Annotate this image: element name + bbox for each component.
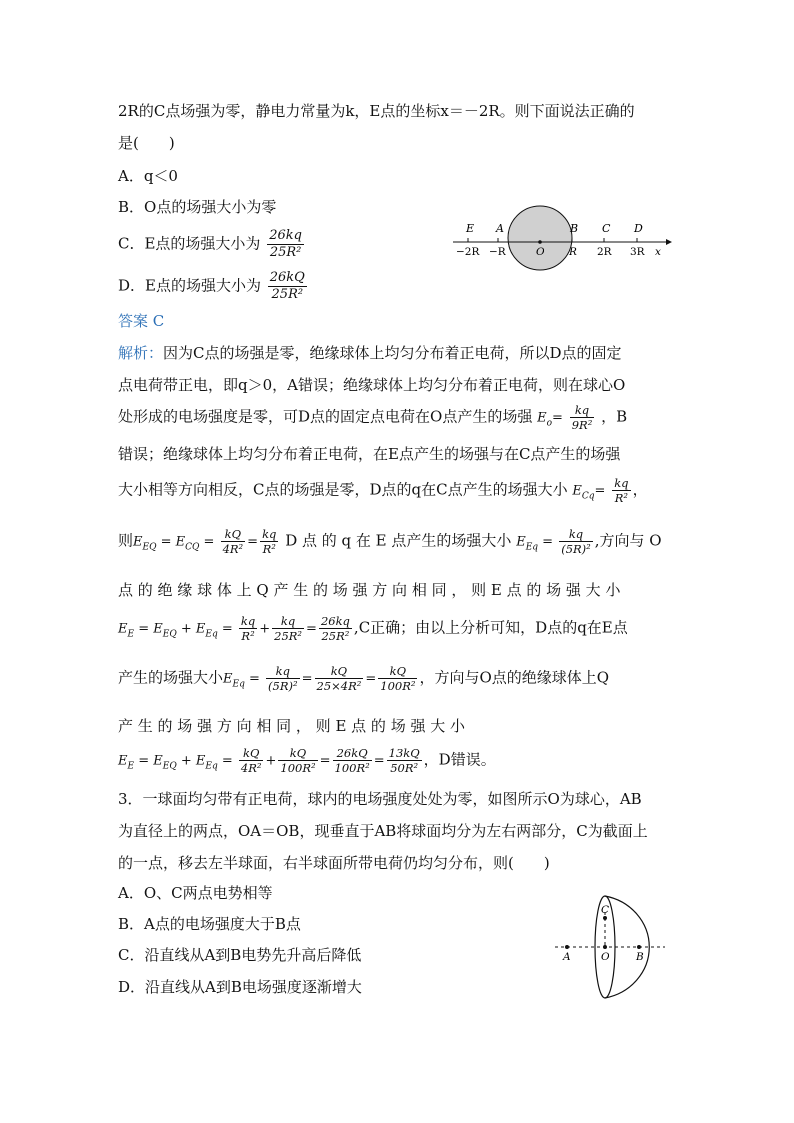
analysis-6-e3sub: Eq <box>525 542 539 553</box>
analysis-6-f1num: kQ <box>221 527 246 542</box>
analysis-11-esub: E <box>127 761 135 772</box>
q2-analysis-line7: 点 的 绝 缘 球 体 上 Q 产 生 的 场 强 方 向 相 同 ， 则 E 点 的 场 强 大 小 <box>118 581 621 599</box>
analysis-5-sub: Cq <box>581 491 595 502</box>
q2-analysis-line5: 大小相等方向相反，C点的场强是零，D点的q在C点产生的场强大小 $E_{Cq}=$ $\frac{kq}{\text{R²}}$ ， <box>118 476 648 505</box>
analysis-6-e1: E <box>133 534 143 550</box>
fig1-label-e: E <box>466 222 475 235</box>
analysis-9-e: E <box>223 671 233 687</box>
q2-analysis-line4: 错误；绝缘球体上均匀分布着正电荷，在E点产生的场强与在C点产生的场强 <box>118 445 621 463</box>
fig1-label-d: D <box>634 222 643 235</box>
analysis-6-mid: D 点 的 q 在 E 点产生的场强大小 <box>285 531 512 550</box>
fig1-tick-o: O <box>536 246 545 258</box>
analysis-8-post: ,C正确；由以上分析可知，D点的q在E点 <box>353 618 628 637</box>
analysis-11-f3num: 26kQ <box>333 746 372 761</box>
analysis-6-post: ,方向与 O <box>594 531 662 550</box>
analysis-11-f1num: kQ <box>239 746 264 761</box>
q2-option-d <box>118 270 309 303</box>
analysis-11-f2den: 100R² <box>280 761 316 775</box>
analysis-8-esub: E <box>127 629 135 640</box>
analysis-6-e3: E <box>516 534 526 550</box>
q3-option-a: A．O、C两点电势相等 <box>118 884 273 902</box>
analysis-11-e2: E <box>195 753 206 769</box>
analysis-text-1: 因为C点的场强是零，绝缘球体上均匀分布着正电荷，所以D点的固定 <box>163 344 622 362</box>
q3-stem-line2: 为直径上的两点，OA＝OB，现垂直于AB将球面均分为左右两部分，C为截面上 <box>118 822 648 840</box>
hemisphere-figure <box>553 892 668 1002</box>
q2-option-c <box>118 228 306 261</box>
analysis-9-post: ，方向与O点的绝缘球体上Q <box>419 668 610 687</box>
analysis-5-den: R² <box>614 491 629 505</box>
q2-analysis-line2: 点电荷带正电，即q＞0，A错误；绝缘球体上均匀分布着正电荷，则在球心O <box>118 376 626 394</box>
analysis-11-f2num: kQ <box>278 746 317 761</box>
q2-option-b: B．O点的场强大小为零 <box>118 198 277 216</box>
analysis-6-f3den: (5R)² <box>561 542 591 556</box>
analysis-9-f3num: kQ <box>378 664 417 679</box>
q2-option-d-num: 26kQ <box>269 270 305 285</box>
q3-stem-line1: 3．一球面均匀带有正电荷，球内的电场强度处处为零，如图所示O为球心，AB <box>118 790 642 808</box>
analysis-11-f4num: 13kQ <box>388 746 420 760</box>
analysis-6-f2num: kq <box>262 527 277 541</box>
q2-option-a: A．q＜0 <box>118 167 178 185</box>
analysis-3-sub: o <box>546 418 553 429</box>
fig2-label-o: O <box>601 951 610 963</box>
analysis-11-f1den: 4R² <box>240 761 262 775</box>
q2-option-c-den: 25R² <box>269 245 302 260</box>
analysis-5-eq: E <box>572 483 582 499</box>
q2-analysis-line6: 则$E_{EQ} = E_{CQ}$ = $\frac{kQ}{\text{4R²}}$ = $\frac{kq}{\text{R²}}$ D 点 的 q 在 E 点产生的场强大小 $E_{Eq}$ = $\frac{kq}{\text{(5R)²}}$ ,方向与 O <box>118 527 662 556</box>
fig1-tick-neg2r: −2R <box>456 246 480 258</box>
analysis-11-e1sub: EQ <box>162 761 177 772</box>
analysis-6-f3num: kq <box>559 527 593 542</box>
analysis-11-e1: E <box>153 753 163 769</box>
analysis-11-e: E <box>118 753 128 769</box>
analysis-6-pre: 则 <box>118 531 134 550</box>
analysis-8-e: E <box>118 621 128 637</box>
analysis-9-f2den: 25×4R² <box>316 679 362 693</box>
analysis-6-e2sub: CQ <box>185 542 200 553</box>
analysis-9-f3den: 100R² <box>380 679 416 693</box>
analysis-6-f2den: R² <box>262 542 276 556</box>
analysis-3-den: 9R² <box>571 418 593 432</box>
analysis-label: 解析： <box>118 344 164 362</box>
fig2-label-c: C <box>601 904 610 916</box>
analysis-3-eq: E <box>537 410 547 426</box>
fig1-tick-2r: 2R <box>597 246 612 258</box>
q3-option-b: B．A点的电场强度大于B点 <box>118 915 301 933</box>
analysis-11-post: ，D错误。 <box>423 750 496 769</box>
q2-option-d-prefix: D．E点的场强大小为 <box>118 276 261 295</box>
analysis-8-f3den: 25R² <box>321 629 350 643</box>
fig1-tick-r: R <box>569 246 577 258</box>
analysis-5-pre: 大小相等方向相反，C点的场强是零，D点的q在C点产生的场强大小 <box>118 480 568 499</box>
analysis-8-f1den: R² <box>241 629 255 643</box>
q2-stem-line2: 是( ) <box>118 134 175 152</box>
analysis-8-f3num: 26kq <box>320 614 350 628</box>
q3-stem-line3: 的一点，移去左半球面，右半球面所带电荷仍均匀分布，则( ) <box>118 854 550 872</box>
analysis-5-num: kq <box>614 476 629 490</box>
analysis-6-e1sub: EQ <box>142 542 157 553</box>
analysis-6-e2: E <box>175 534 186 550</box>
analysis-3-num: kq <box>570 403 595 418</box>
sphere-axis-figure <box>448 200 673 280</box>
q2-stem-line1: 2R的C点场强为零，静电力常量为k，E点的坐标x＝－2R。则下面说法正确的 <box>118 102 635 120</box>
fig2-label-a: A <box>563 951 571 963</box>
q3-option-d: D．沿直线从A到B电场强度逐渐增大 <box>118 978 362 996</box>
analysis-5-post: ， <box>632 480 648 499</box>
analysis-8-f2den: 25R² <box>274 629 303 643</box>
analysis-8-e2sub: Eq <box>205 629 218 640</box>
analysis-6-f1den: 4R² <box>222 542 244 556</box>
q2-option-d-den: 25R² <box>271 287 304 302</box>
q2-analysis-line1 <box>118 341 622 365</box>
analysis-11-f4den: 50R² <box>390 761 419 775</box>
analysis-11-e2sub: Eq <box>205 761 218 772</box>
q2-analysis-line9: 产生的场强大小$E_{Eq}$ = $\frac{kq}{\text{(5R)²}}$ = $\frac{kQ}{\text{25×4R²}}$ = $\frac{kQ}{\text{100R²}}$ ，方向与O点的绝缘球体上Q <box>118 664 610 693</box>
analysis-8-f1num: kq <box>240 614 256 628</box>
fig2-label-b: B <box>636 951 644 963</box>
q2-analysis-line3: 处形成的电场强度是零，可D点的固定点电荷在O点产生的场强 $E_o=$ $\frac{kq}{\text{9R²}}$ ，B <box>118 403 628 432</box>
q2-answer: 答案 C <box>118 312 165 330</box>
fig1-tick-3r: 3R <box>630 246 645 258</box>
fig1-axis-x: x <box>655 246 661 258</box>
fig1-label-b: B <box>570 222 579 235</box>
q2-analysis-line10: 产 生 的 场 强 方 向 相 同 ， 则 E 点 的 场 强 大 小 <box>118 717 466 735</box>
analysis-9-f2num: kQ <box>315 664 364 679</box>
fig1-label-a: A <box>496 222 504 235</box>
analysis-11-f3den: 100R² <box>334 761 370 775</box>
q2-option-c-prefix: C．E点的场强大小为 <box>118 234 261 253</box>
analysis-3-pre: 处形成的电场强度是零，可D点的固定点电荷在O点产生的场强 <box>118 407 533 426</box>
q2-analysis-line11: $E_E = E_{EQ} + E_{Eq}$ = $\frac{kQ}{\text{4R²}}$ + $\frac{kQ}{\text{100R²}}$ = $\frac{26kQ}{\text{100R²}}$ = $\frac{13kQ}{\text{50R²}}$ ，D错误。 <box>118 746 496 775</box>
analysis-8-e1: E <box>153 621 163 637</box>
analysis-9-f1den: (5R)² <box>268 679 298 693</box>
analysis-9-pre: 产生的场强大小 <box>118 668 224 687</box>
analysis-9-f1num: kq <box>266 664 300 679</box>
fig1-tick-negr: −R <box>489 246 506 258</box>
fig1-label-c: C <box>602 222 611 235</box>
analysis-9-esub: Eq <box>232 679 245 690</box>
analysis-8-e2: E <box>195 621 206 637</box>
analysis-8-f2num: kq <box>272 614 304 629</box>
q3-option-c: C．沿直线从A到B电势先升高后降低 <box>118 946 362 964</box>
q2-option-c-num: 26kq <box>269 228 302 243</box>
analysis-3-post: ，B <box>601 407 628 426</box>
analysis-8-e1sub: EQ <box>162 629 177 640</box>
q2-analysis-line8: $E_E = E_{EQ} + E_{Eq}$ = $\frac{kq}{\text{R²}}$ + $\frac{kq}{\text{25R²}}$ = $\frac{26kq}{\text{25R²}}$ ,C正确；由以上分析可知，D点的q在E点 <box>118 614 628 643</box>
